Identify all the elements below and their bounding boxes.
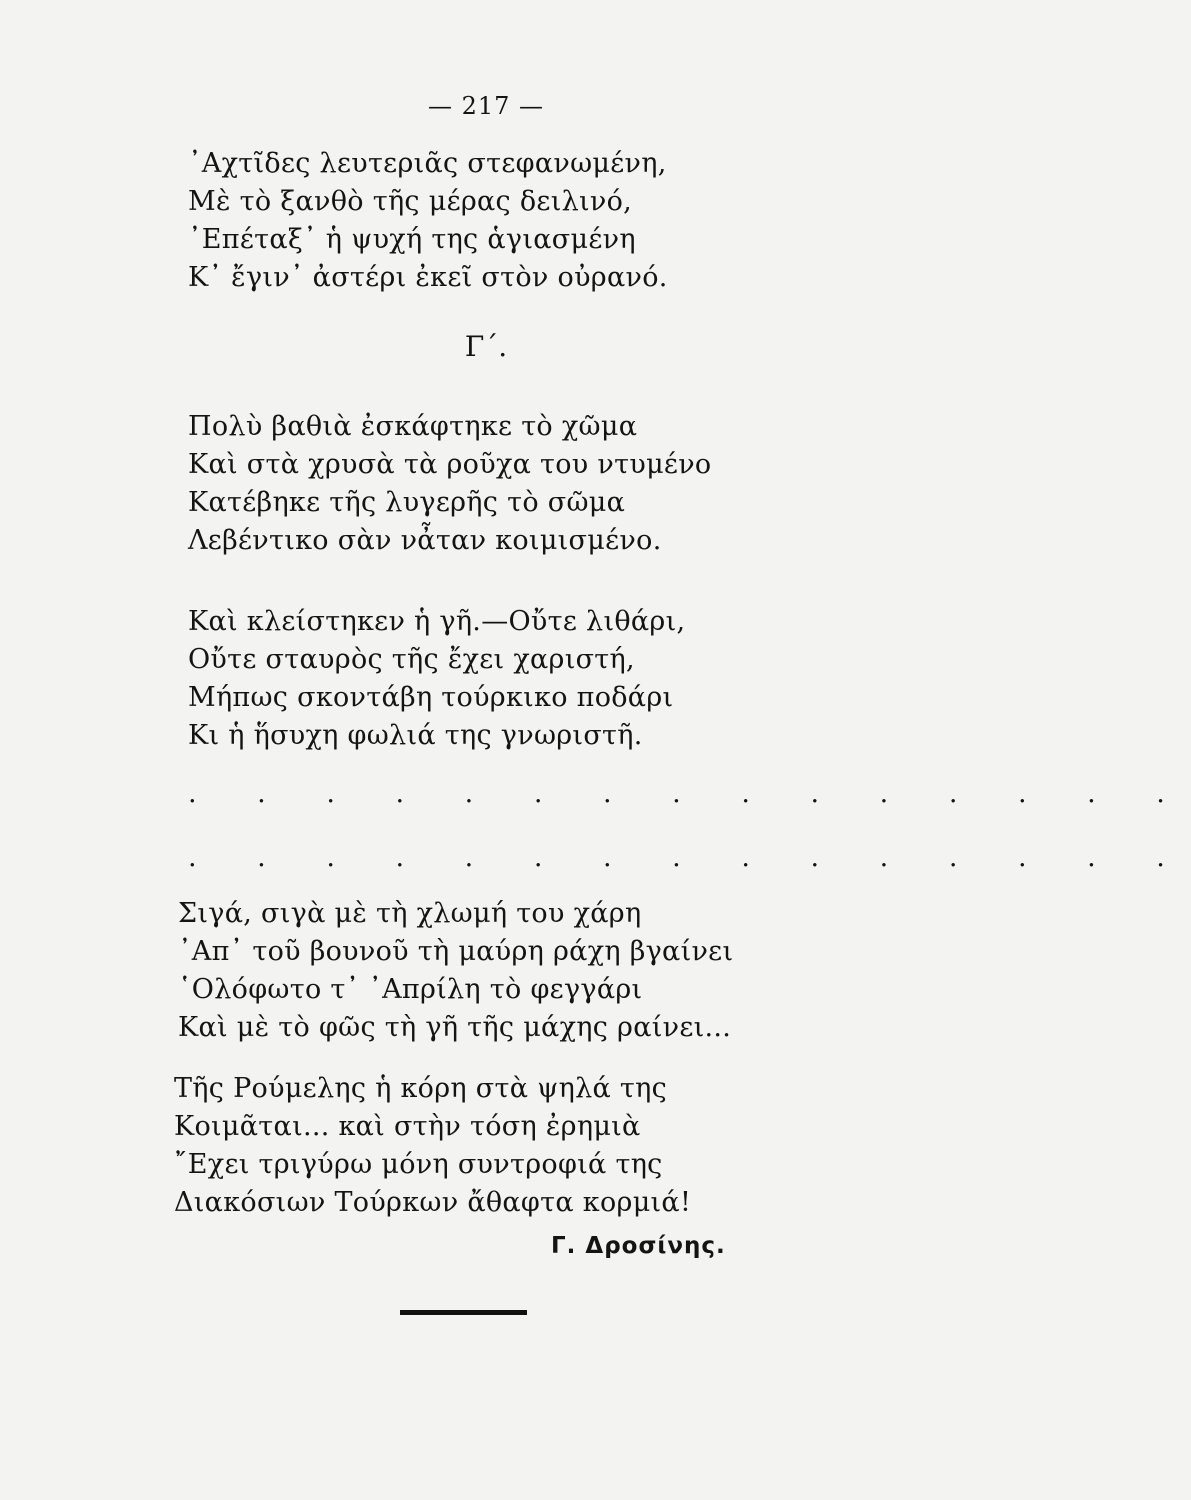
end-rule (400, 1310, 527, 1315)
verse-line: Μὲ τὸ ξανθὸ τῆς μέρας δειλινό, (188, 186, 633, 217)
verse-line: Οὔτε σταυρὸς τῆς ἔχει χαριστή, (188, 644, 635, 675)
verse-line: Τῆς Ρούμελης ἡ κόρη στὰ ψηλά της (174, 1073, 668, 1104)
verse-line: Κατέβηκε τῆς λυγερῆς τὸ σῶμα (188, 487, 626, 518)
verse-line: ῎Εχει τριγύρω μόνη συντροφιά της (174, 1149, 663, 1180)
verse-line: Κι ἡ ἥσυχη φωλιά της γνωριστῆ. (188, 720, 643, 751)
verse-line: Καὶ μὲ τὸ φῶς τὴ γῆ τῆς μάχης ραίνει... (178, 1012, 732, 1043)
verse-line: Διακόσιων Τούρκων ἄθαφτα κορμιά! (174, 1187, 692, 1218)
author-signature: Γ. Δροσίνης. (551, 1233, 726, 1259)
stanza-1 (188, 145, 808, 297)
verse-line: Κ᾿ ἔγιν᾿ ἀστέρι ἐκεῖ στὸν οὐρανό. (188, 262, 668, 293)
verse-line: Κοιμᾶται... καὶ στὴν τόση ἐρημιὰ (174, 1111, 641, 1142)
verse-line: Καὶ κλείστηκεν ἡ γῆ.—Οὔτε λιθάρι, (188, 606, 686, 637)
section-heading: Γ΄. (464, 330, 508, 363)
stanza-5 (174, 1070, 794, 1222)
page-number: — 217 — (427, 92, 545, 120)
verse-line: Λεβέντικο σὰν νἆταν κοιμισμένο. (188, 525, 662, 556)
ellipsis-row: . . . . . . . . . . . . . . . (188, 842, 1191, 873)
verse-line: ῾Ολόφωτο τ᾿ ᾿Απρίλη τὸ φεγγάρι (178, 974, 643, 1005)
verse-line: ᾿Απ᾿ τοῦ βουνοῦ τὴ μαύρη ράχη βγαίνει (178, 936, 734, 967)
verse-line: Καὶ στὰ χρυσὰ τὰ ροῦχα του ντυμένο (188, 449, 712, 480)
verse-line: Σιγά, σιγὰ μὲ τὴ χλωμή του χάρη (178, 898, 642, 929)
ellipsis-row: . . . . . . . . . . . . . . . (188, 778, 1191, 809)
stanza-2 (188, 408, 808, 560)
verse-line: ᾿Επέταξ᾿ ἡ ψυχή της ἁγιασμένη (188, 224, 636, 255)
stanza-4 (178, 895, 798, 1047)
stanza-3 (188, 603, 808, 755)
verse-line: ᾿Αχτῖδες λευτεριᾶς στεφανωμένη, (188, 148, 667, 179)
verse-line: Μήπως σκοντάβη τούρκικο ποδάρι (188, 682, 674, 713)
verse-line: Πολὺ βαθιὰ ἐσκάφτηκε τὸ χῶμα (188, 411, 638, 442)
